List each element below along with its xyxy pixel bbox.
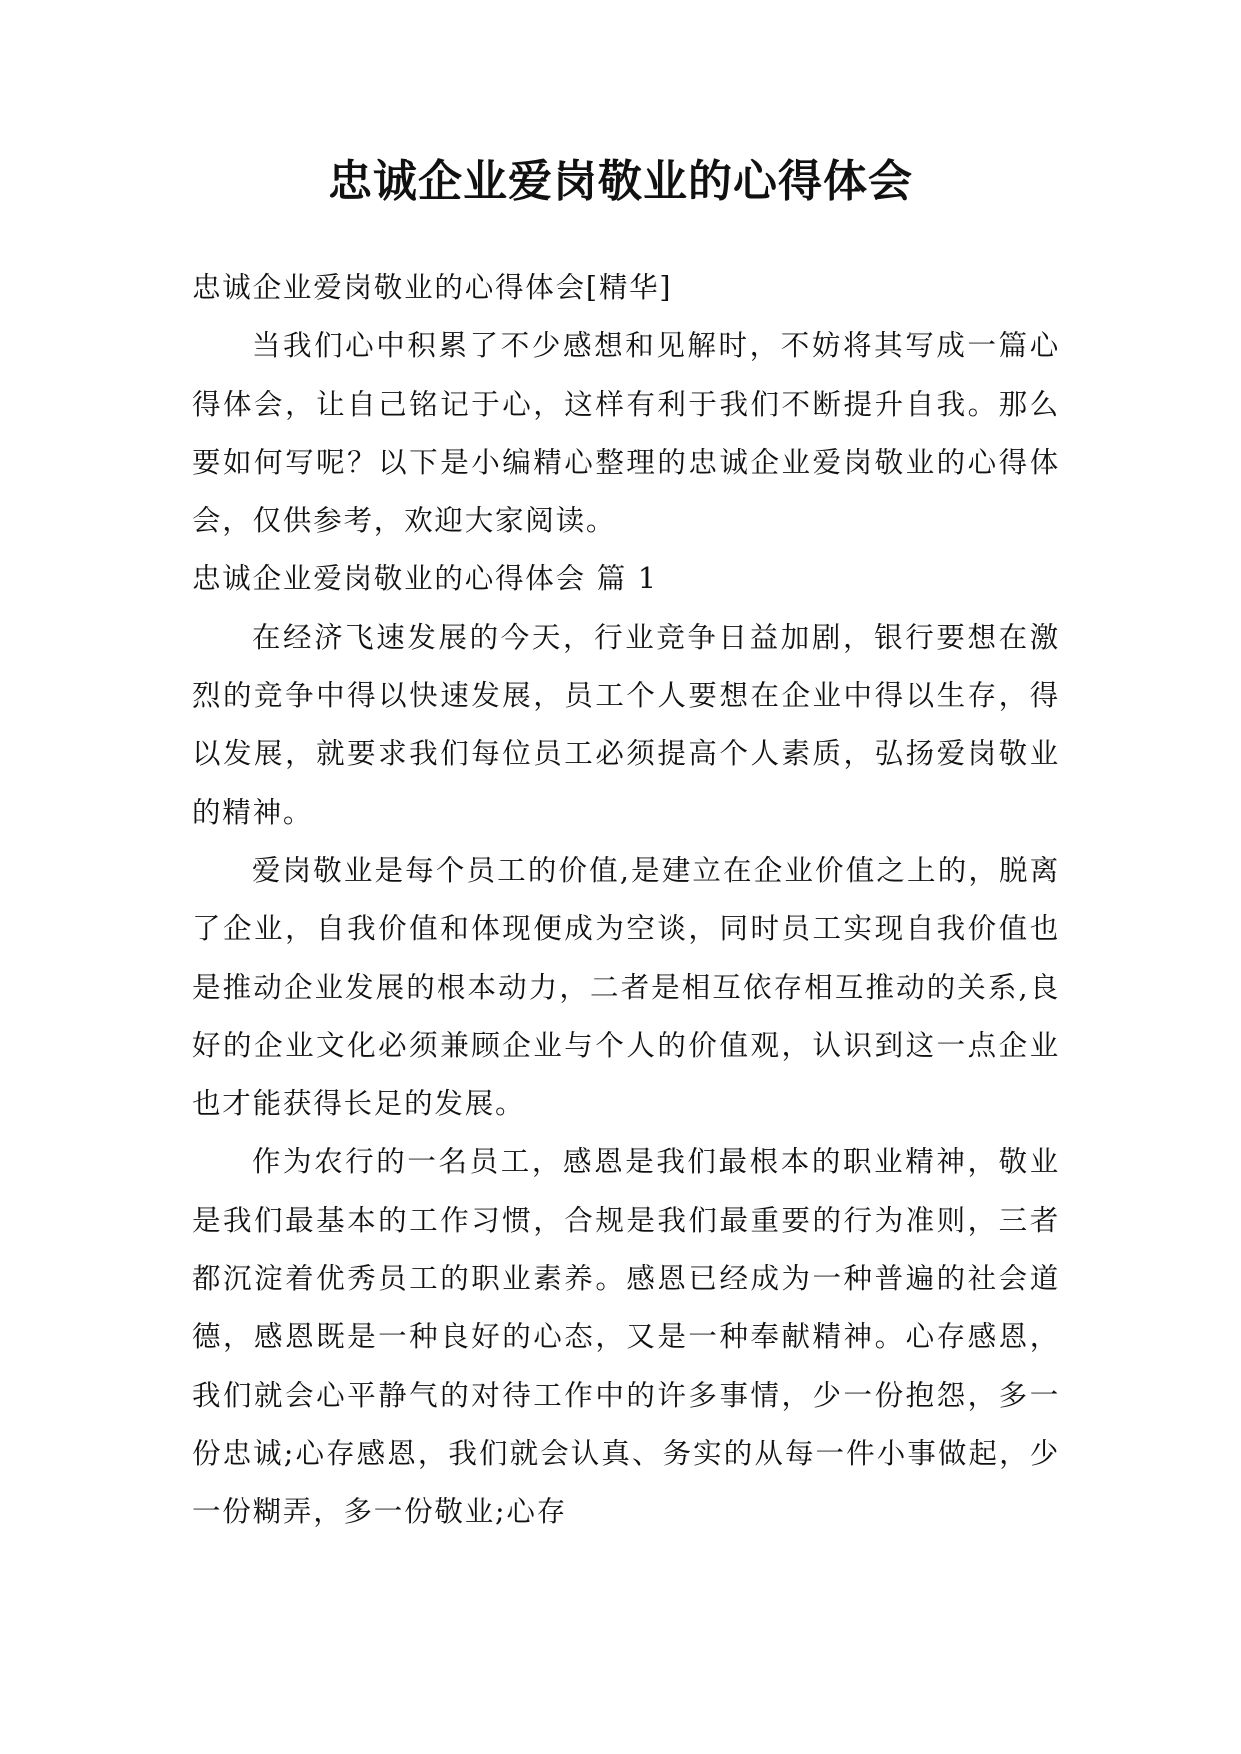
- intro-paragraph: 当我们心中积累了不少感想和见解时，不妨将其写成一篇心得体会，让自己铭记于心，这样有利于我们不断提升自我。那么要如何写呢？以下是小编精心整理的忠诚企业爱岗敬业的心得体会，仅供参考，欢迎大家阅读。: [192, 329, 1060, 538]
- body-paragraph: 爱岗敬业是每个员工的价值,是建立在企业价值之上的，脱离了企业，自我价值和体现便成为空谈，同时员工实现自我价值也是推动企业发展的根本动力，二者是相互依存相互推动的关系,良好的企业文化必须兼顾企业与个人的价值观，认识到这一点企业也才能获得长足的发展。: [192, 853, 1060, 1121]
- section-heading: 忠诚企业爱岗敬业的心得体会 篇 1: [192, 562, 658, 596]
- document-title: 忠诚企业爱岗敬业的心得体会: [328, 156, 913, 207]
- body-paragraph: 在经济飞速发展的今天，行业竞争日益加剧，银行要想在激烈的竞争中得以快速发展，员工个人要想在企业中得以生存，得以发展，就要求我们每位员工必须提高个人素质，弘扬爱岗敬业的精神。: [192, 620, 1060, 829]
- document-body: [192, 259, 1060, 1542]
- body-paragraph: 作为农行的一名员工，感恩是我们最根本的职业精神，敬业是我们最基本的工作习惯，合规是我们最重要的行为准则，三者都沉淀着优秀员工的职业素养。感恩已经成为一种普遍的社会道德，感恩既是一种良好的心态，又是一种奉献精神。心存感恩，我们就会心平静气的对待工作中的许多事情，少一份抱怨，多一份忠诚;心存感恩，我们就会认真、务实的从每一件小事做起，少一份糊弄，多一份敬业;心存: [192, 1145, 1060, 1529]
- subtitle-line: 忠诚企业爱岗敬业的心得体会[精华]: [192, 271, 673, 304]
